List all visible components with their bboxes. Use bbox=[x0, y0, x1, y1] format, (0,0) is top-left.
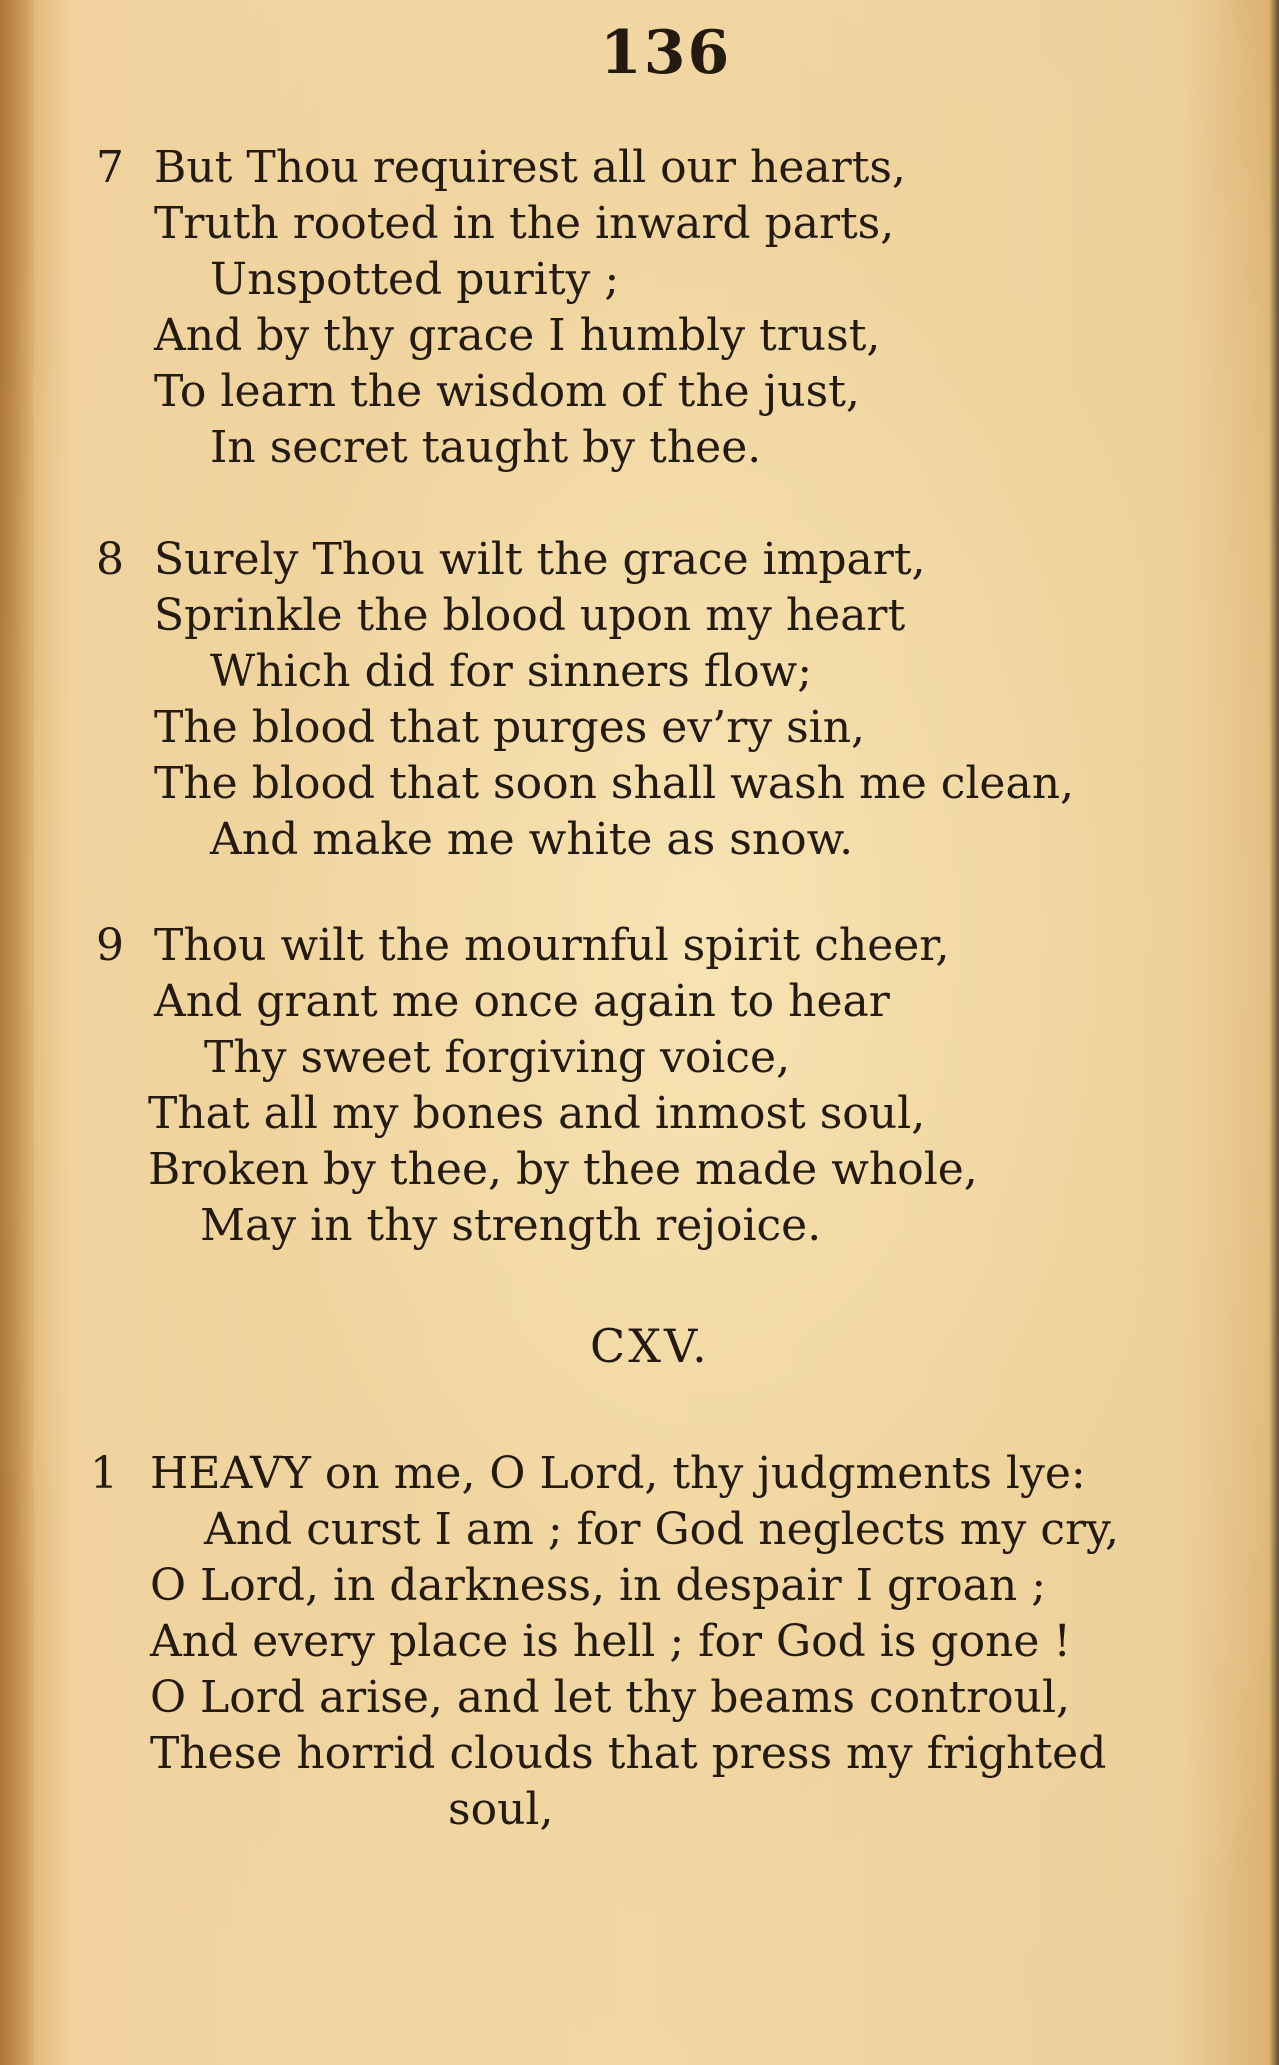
hymn-stanza-line-7: soul, bbox=[448, 1784, 554, 1835]
hymn-stanza-line-6: These horrid clouds that press my frighted bbox=[150, 1728, 1107, 1779]
stanza-8-line-5: The blood that soon shall wash me clean, bbox=[154, 758, 1075, 809]
stanza-9-line-6: May in thy strength rejoice. bbox=[200, 1200, 822, 1251]
stanza-9-line-4: That all my bones and inmost soul, bbox=[148, 1088, 926, 1139]
stanza-7-line-4: And by thy grace I humbly trust, bbox=[154, 310, 881, 361]
stanza-8-line-6: And make me white as snow. bbox=[210, 814, 854, 865]
stanza-7-line-5: To learn the wisdom of the just, bbox=[154, 366, 860, 417]
hymn-stanza-number-1: 1 bbox=[90, 1448, 118, 1499]
stanza-8-line-4: The blood that purges ev’ry sin, bbox=[154, 702, 866, 753]
stanza-7-line-1: But Thou requirest all our hearts, bbox=[154, 142, 906, 193]
page-edge-shadow bbox=[1269, 0, 1279, 2065]
hymn-stanza-line-5: O Lord arise, and let thy beams controul, bbox=[150, 1672, 1071, 1723]
stanza-7-line-6: In secret taught by thee. bbox=[210, 422, 762, 473]
stanza-number-8: 8 bbox=[96, 534, 124, 585]
page-number: 136 bbox=[600, 18, 732, 88]
stanza-8-line-3: Which did for sinners flow; bbox=[210, 646, 813, 697]
stanza-7-line-3: Unspotted purity ; bbox=[210, 254, 620, 305]
stanza-7-line-2: Truth rooted in the inward parts, bbox=[154, 198, 895, 249]
hymn-stanza-line-3: O Lord, in darkness, in despair I groan ; bbox=[150, 1560, 1047, 1611]
stanza-8-line-2: Sprinkle the blood upon my heart bbox=[154, 590, 906, 641]
stanza-9-line-1: Thou wilt the mournful spirit cheer, bbox=[154, 920, 950, 971]
stanza-9-line-2: And grant me once again to hear bbox=[154, 976, 890, 1027]
page-gutter-shadow bbox=[0, 0, 34, 2065]
stanza-9-line-5: Broken by thee, by thee made whole, bbox=[148, 1144, 978, 1195]
hymn-stanza-line-2: And curst I am ; for God neglects my cry, bbox=[204, 1504, 1120, 1555]
stanza-number-7: 7 bbox=[96, 142, 124, 193]
hymn-stanza-line-1: HEAVY on me, O Lord, thy judgments lye: bbox=[150, 1448, 1086, 1499]
stanza-8-line-1: Surely Thou wilt the grace impart, bbox=[154, 534, 926, 585]
stanza-9-line-3: Thy sweet forgiving voice, bbox=[204, 1032, 791, 1083]
stanza-number-9: 9 bbox=[96, 920, 124, 971]
hymn-stanza-line-4: And every place is hell ; for God is gone ! bbox=[150, 1616, 1072, 1667]
hymn-heading: CXV. bbox=[590, 1319, 710, 1373]
